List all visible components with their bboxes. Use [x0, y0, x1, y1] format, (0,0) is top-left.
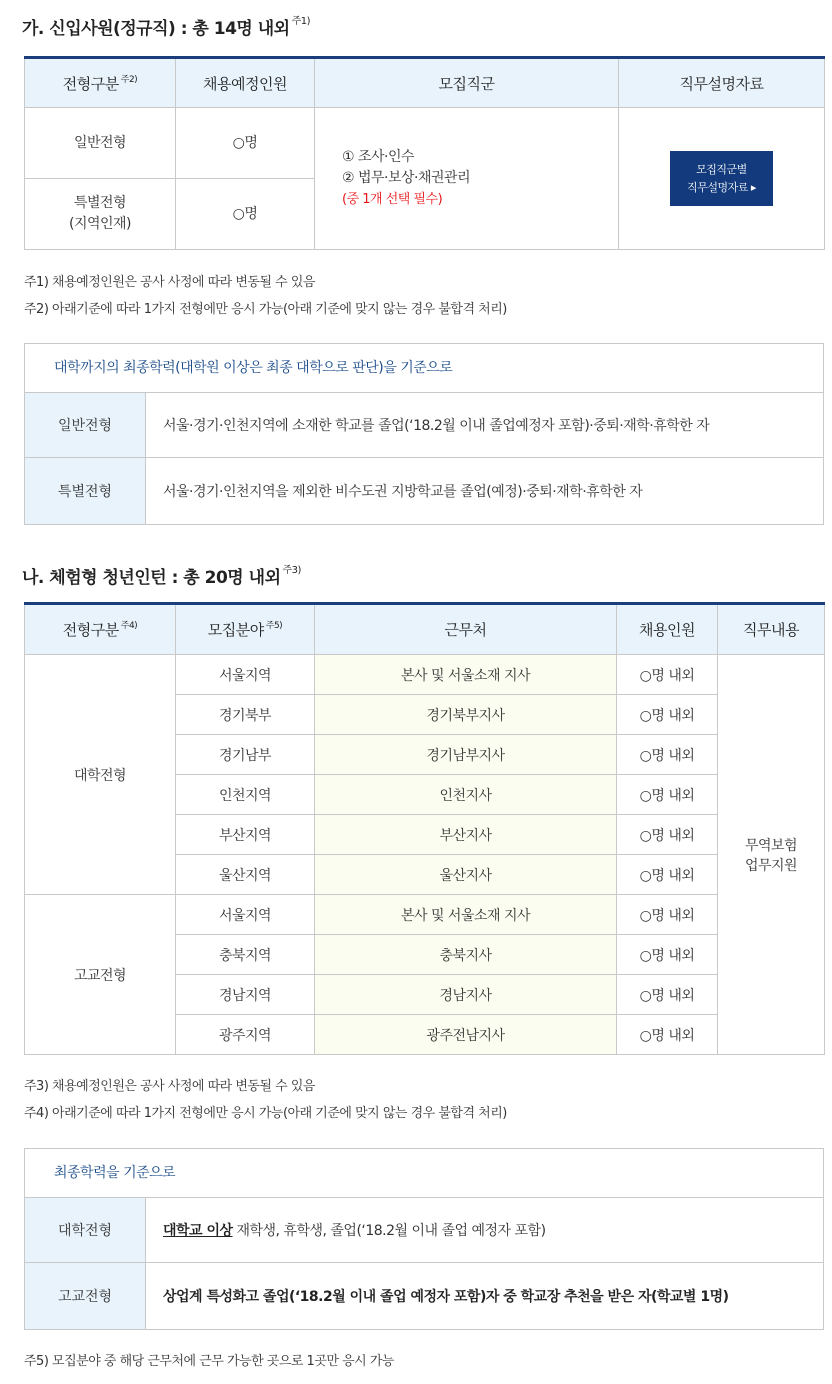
job-item: ② 법무·보상·채권관리 [342, 170, 471, 186]
job-description-button[interactable]: 모집직군별 직무설명자료 ▸ [670, 151, 773, 206]
criteria-heading: 대학까지의 최종학력(대학원 이상은 최종 대학으로 판단)을 기준으로 [25, 344, 823, 393]
header-duty: 직무내용 [718, 604, 825, 655]
header-place: 근무처 [315, 604, 617, 655]
place-cell: 광주전남지사 [315, 1015, 617, 1055]
count-cell: ○명 내외 [617, 975, 718, 1015]
criteria-text: 서울·경기·인천지역을 제외한 비수도권 지방학교를 졸업(예정)·중퇴·재학·휴학한 자 [163, 484, 643, 500]
table-header-row [25, 58, 825, 108]
footnote-1: 주1) 채용예정인원은 공사 사정에 따라 변동될 수 있음 [24, 275, 315, 290]
header-type: 전형구분 $^{주4)}$ [25, 604, 176, 655]
section-b-title: 나. 체험형 청년인턴 : 총 20명 내외 $^{주3)}$ [22, 565, 301, 588]
criteria-text: 서울·경기·인천지역에 소재한 학교를 졸업(‘18.2월 이내 졸업예정자 포함)·중퇴·재학·휴학한 자 [163, 418, 710, 434]
place-cell: 본사 및 서울소재 지사 [315, 895, 617, 935]
header-jobs: 모집직군 [315, 58, 619, 108]
place-cell: 경남지사 [315, 975, 617, 1015]
duty-cell: 무역보험 업무지원 [718, 655, 825, 1055]
criteria-heading: 최종학력을 기준으로 [25, 1149, 823, 1198]
field-cell: 울산지역 [176, 855, 315, 895]
place-cell: 울산지사 [315, 855, 617, 895]
footnote-5: 주5) 모집분야 중 해당 근무처에 근무 가능한 곳으로 1곳만 응시 가능 [24, 1354, 394, 1369]
count-cell: ○명 내외 [617, 655, 718, 695]
criteria-label: 대학전형 [25, 1198, 146, 1262]
criteria-row [25, 393, 823, 458]
header-count: 채용인원 [617, 604, 718, 655]
docs-cell [619, 108, 825, 250]
field-cell: 충북지역 [176, 935, 315, 975]
count-cell: ○명 내외 [617, 895, 718, 935]
type-general: 일반전형 [25, 108, 176, 179]
criteria-row [25, 1263, 823, 1329]
criteria-row [25, 1198, 823, 1263]
footnote-2: 주2) 아래기준에 따라 1가지 전형에만 응시 가능(아래 기준에 맞지 않는 경우 불합격 처리) [24, 302, 507, 317]
field-cell: 광주지역 [176, 1015, 315, 1055]
count-cell: ○명 내외 [617, 935, 718, 975]
table-row [25, 895, 825, 935]
criteria-label: 고교전형 [25, 1263, 146, 1329]
type-special: 특별전형 (지역인재) [25, 179, 176, 250]
count-cell: ○명 내외 [617, 1015, 718, 1055]
field-cell: 서울지역 [176, 655, 315, 695]
header-field: 모집분야 $^{주5)}$ [176, 604, 315, 655]
count-cell: ○명 내외 [617, 815, 718, 855]
place-cell: 경기남부지사 [315, 735, 617, 775]
field-cell: 인천지역 [176, 775, 315, 815]
univ-level-highlight: 대학교 이상 [163, 1223, 233, 1239]
criteria-label: 특별전형 [25, 458, 146, 524]
count-cell: ○명 내외 [617, 695, 718, 735]
field-cell: 경기남부 [176, 735, 315, 775]
count-special: ○명 [176, 179, 315, 250]
table-row [25, 108, 825, 179]
criteria-box-a [24, 343, 824, 525]
footnote-3: 주3) 채용예정인원은 공사 사정에 따라 변동될 수 있음 [24, 1079, 315, 1094]
footnote-4: 주4) 아래기준에 따라 1가지 전형에만 응시 가능(아래 기준에 맞지 않는 경우 불합격 처리) [24, 1106, 507, 1121]
table-header-row [25, 604, 825, 655]
field-cell: 부산지역 [176, 815, 315, 855]
job-groups-cell [315, 108, 619, 250]
field-cell: 경남지역 [176, 975, 315, 1015]
count-cell: ○명 내외 [617, 735, 718, 775]
criteria-label: 일반전형 [25, 393, 146, 457]
criteria-text: 상업계 특성화고 졸업(‘18.2월 이내 졸업 예정자 포함)자 중 학교장 추천을 받은 자(학교별 1명) [163, 1289, 729, 1305]
header-count: 채용예정인원 [176, 58, 315, 108]
place-cell: 부산지사 [315, 815, 617, 855]
field-cell: 경기북부 [176, 695, 315, 735]
job-item: ① 조사·인수 [342, 149, 415, 165]
group-type: 고교전형 [25, 895, 176, 1055]
group-type: 대학전형 [25, 655, 176, 895]
criteria-box-b [24, 1148, 824, 1330]
place-cell: 충북지사 [315, 935, 617, 975]
place-cell: 본사 및 서울소재 지사 [315, 655, 617, 695]
count-cell: ○명 내외 [617, 855, 718, 895]
criteria-text: 대학교 이상 재학생, 휴학생, 졸업(‘18.2월 이내 졸업 예정자 포함) [146, 1198, 823, 1262]
field-cell: 서울지역 [176, 895, 315, 935]
selection-required-note: (중 1개 선택 필수) [342, 192, 443, 207]
count-general: ○명 [176, 108, 315, 179]
table-row [25, 655, 825, 695]
count-cell: ○명 내외 [617, 775, 718, 815]
place-cell: 경기북부지사 [315, 695, 617, 735]
section-a-title: 가. 신입사원(정규직) : 총 14명 내외 $^{주1)}$ [22, 16, 311, 39]
intern-hiring-table [24, 602, 825, 1055]
regular-hiring-table [24, 56, 825, 250]
criteria-row [25, 458, 823, 524]
place-cell: 인천지사 [315, 775, 617, 815]
header-type: 전형구분 $^{주2)}$ [25, 58, 176, 108]
header-docs: 직무설명자료 [619, 58, 825, 108]
